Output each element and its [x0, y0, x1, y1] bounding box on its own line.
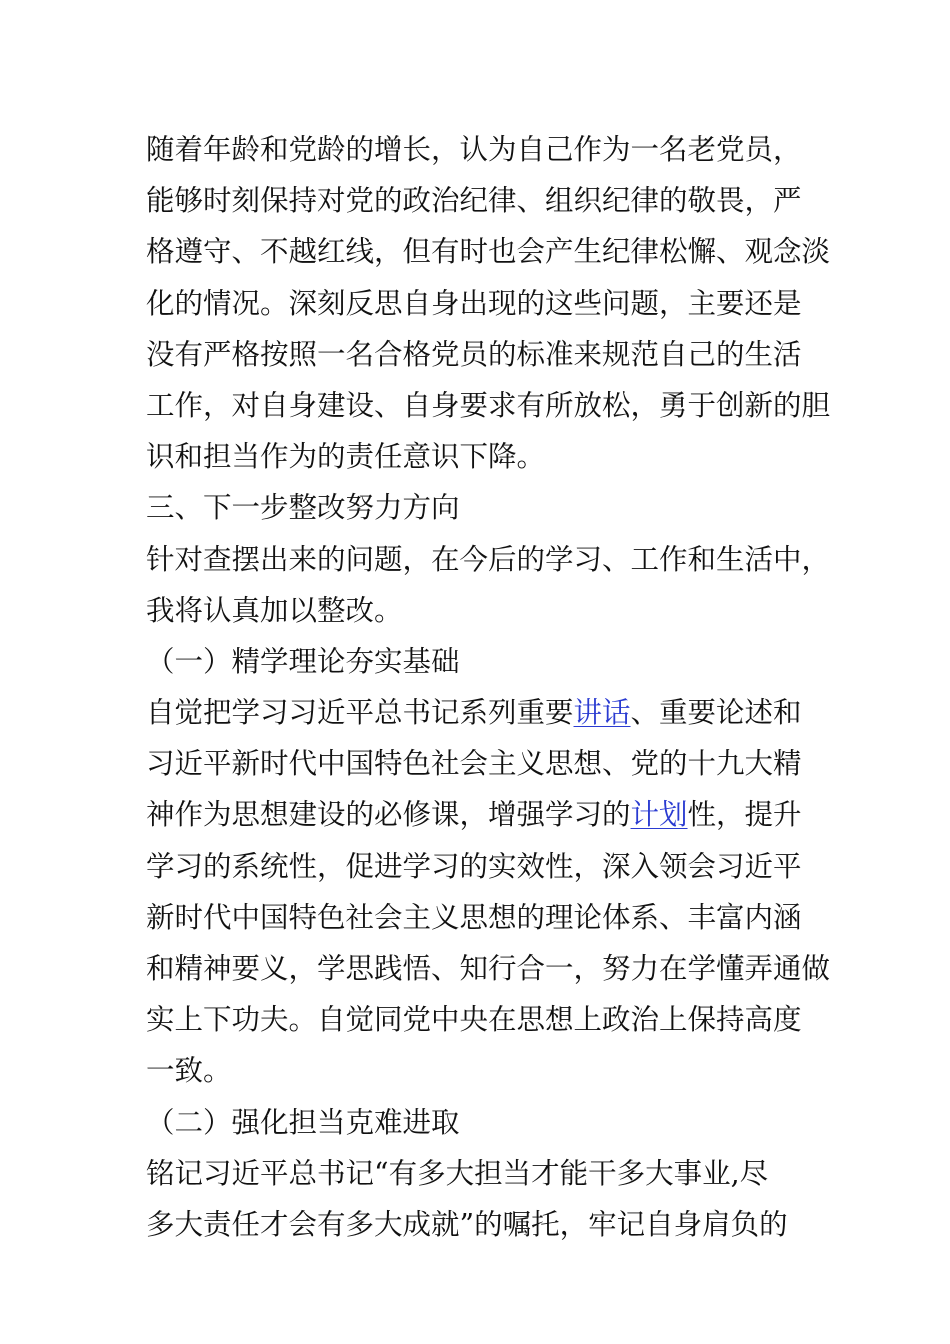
- line-text: 神作为思想建设的必修课，增强学习的: [146, 798, 631, 832]
- body-line: 新时代中国特色社会主义思想的理论体系、丰富内涵: [146, 900, 802, 934]
- body-line: 和精神要义，学思践悟、知行合一，努力在学懂弄通做: [146, 952, 831, 985]
- line-text: 、重要论述和: [630, 696, 802, 730]
- body-line: 铭记习近平总书记“有多大担当才能干多大事业,尽: [146, 1156, 769, 1190]
- body-line: 能够时刻保持对党的政治纪律、组织纪律的敬畏，严: [146, 184, 802, 218]
- body-line: 随着年龄和党龄的增长，认为自己作为一名老党员，: [146, 133, 802, 166]
- body-line-with-link: [146, 789, 826, 840]
- document-body: [146, 124, 831, 1250]
- body-line: 化的情况。深刻反思自身出现的这些问题，主要还是: [146, 286, 802, 320]
- line-text: 性，提升: [687, 798, 802, 832]
- body-line: 没有严格按照一名合格党员的标准来规范自己的生活: [146, 337, 802, 371]
- body-line: 实上下功夫。自觉同党中央在思想上政治上保持高度: [146, 1003, 802, 1037]
- plan-link[interactable]: 计划: [630, 798, 688, 832]
- body-line-with-link: [146, 687, 826, 738]
- body-line: 学习的系统性，促进学习的实效性，深入领会习近平: [146, 849, 802, 883]
- body-line: 针对查摆出来的问题，在今后的学习、工作和生活中，: [146, 542, 831, 576]
- line-text: 自觉把学习习近平总书记系列重要: [146, 696, 574, 730]
- body-line: 识和担当作为的责任意识下降。: [146, 440, 546, 474]
- speech-link[interactable]: 讲话: [573, 696, 631, 730]
- body-line: 我将认真加以整改。: [146, 593, 403, 627]
- body-line: 一致。: [146, 1054, 232, 1088]
- section-heading: 三、下一步整改努力方向: [146, 491, 460, 525]
- body-line: 格遵守、不越红线，但有时也会产生纪律松懈、观念淡: [146, 235, 831, 269]
- body-line: 多大责任才会有多大成就”的嘱托，牢记自身肩负的: [146, 1207, 788, 1241]
- subsection-heading: （一）精学理论夯实基础: [146, 644, 460, 678]
- body-line: 习近平新时代中国特色社会主义思想、党的十九大精: [146, 747, 802, 781]
- body-line: 工作，对自身建设、自身要求有所放松，勇于创新的胆: [146, 388, 831, 422]
- subsection-heading: （二）强化担当克难进取: [146, 1105, 460, 1139]
